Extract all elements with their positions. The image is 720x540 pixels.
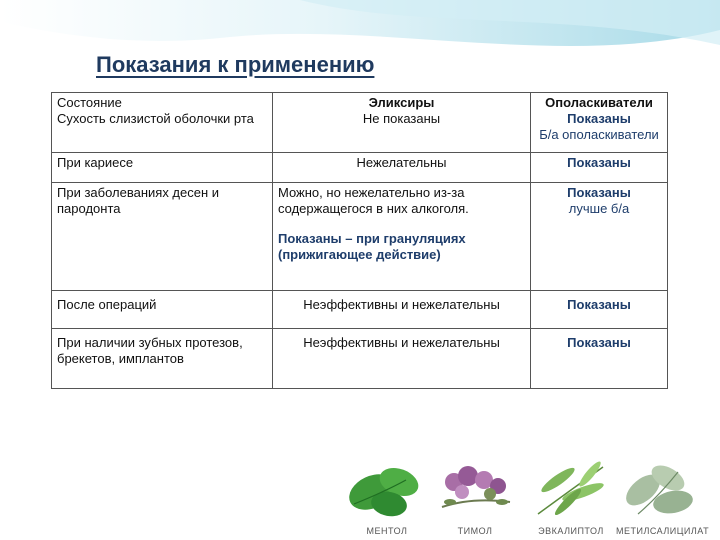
table-cell-elixirs — [273, 183, 531, 291]
table-row — [52, 153, 668, 183]
plant-label-thymol: ТИМОЛ — [457, 526, 493, 536]
table-cell-elixirs — [273, 93, 531, 153]
table-cell-rinses — [531, 93, 668, 153]
header-rinses: Ополаскиватели — [545, 95, 653, 110]
rinses-text: Показаны — [567, 111, 631, 126]
header-elixirs: Эликсиры — [368, 95, 435, 110]
table-row — [52, 329, 668, 389]
elixirs-note: Показаны – при грануляциях (прижигающее действие) — [278, 231, 466, 262]
rinses-text: Показаны — [531, 329, 668, 389]
rinses-text: Показаны — [567, 185, 631, 200]
elixirs-text: Нежелательны — [273, 153, 531, 183]
elixirs-text: Не показаны — [362, 111, 441, 126]
plants-strip — [340, 452, 716, 540]
table-row — [52, 93, 668, 153]
table-row — [52, 291, 668, 329]
eucalyptus-leaf-icon — [528, 452, 613, 524]
condition-text: При наличии зубных протезов, брекетов, имплантов — [52, 329, 273, 389]
sage-leaf-icon — [618, 452, 703, 524]
elixirs-text: Неэффективны и нежелательны — [273, 329, 531, 389]
plant-label-eucalyptol: ЭВКАЛИПТОЛ — [538, 526, 604, 536]
page-title: Показания к применению — [96, 52, 375, 77]
condition-text: После операций — [52, 291, 273, 329]
thyme-flower-icon — [432, 452, 517, 524]
condition-text: Сухость слизистой оболочки рта — [57, 111, 254, 126]
header-condition: Состояние — [57, 95, 122, 110]
rinses-text: Показаны — [531, 291, 668, 329]
plant-label-menthol: МЕНТОЛ — [366, 526, 408, 536]
mint-leaf-icon — [344, 452, 429, 524]
rinses-text: Показаны — [531, 153, 668, 183]
indications-table — [51, 92, 668, 389]
elixirs-text: Неэффективны и нежелательны — [273, 291, 531, 329]
plant-label-methyl-salicylate: МЕТИЛСАЛИЦИЛАТ — [616, 526, 710, 536]
table-cell-condition — [52, 93, 273, 153]
table-cell-rinses — [531, 183, 668, 291]
rinses-subtext: лучше б/а — [568, 201, 630, 216]
rinses-subtext: Б/а ополаскиватели — [539, 127, 659, 142]
condition-text: При заболеваниях десен и пародонта — [52, 183, 273, 291]
elixirs-text: Можно, но нежелательно из-за содержащегося в них алкоголя. — [278, 185, 469, 216]
table-row — [52, 183, 668, 291]
condition-text: При кариесе — [52, 153, 273, 183]
